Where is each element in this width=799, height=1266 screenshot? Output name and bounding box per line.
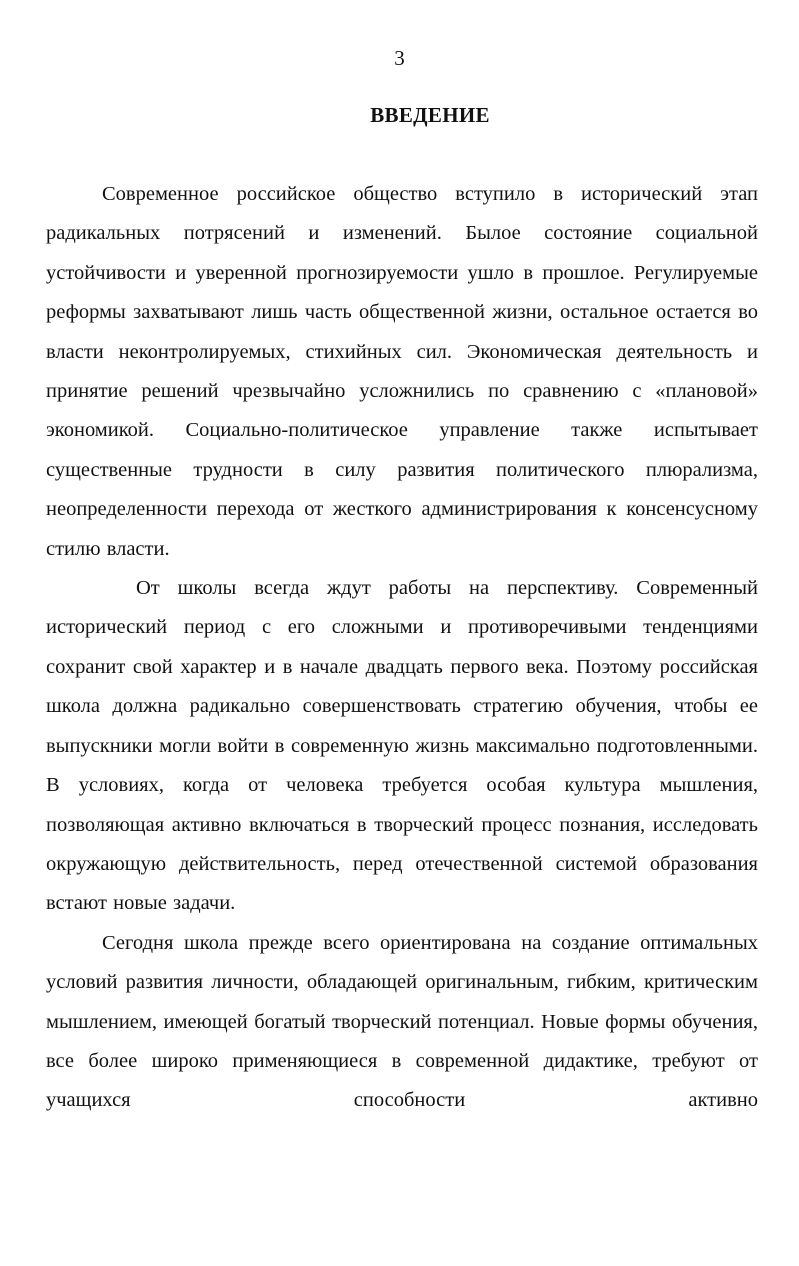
- page-number: 3: [394, 46, 405, 70]
- paragraph-1: Современное российское общество вступило в исторический этап радикальных потрясений и изменений. Былое состояние социальной устойчивости и уверенной прогнозируемости ушло в прошлое. Регулируемые реформы захватывают лишь часть общественной жизни, остальное остается во власти неконтролируемых, стихийных сил. Экономическая деятельность и принятие решений чрезвычайно усложнились по сравнению с «плановой» экономикой. Социально-политическое управление также испытывает существенные трудности в силу развития политического плюрализма, неопределенности перехода от жесткого администрирования к консенсусному стилю власти.: [46, 183, 758, 560]
- paragraph-3: Сегодня школа прежде всего ориентирована на создание оптимальных условий развития личности, обладающей оригинальным, гибким, критическим мышлением, имеющей богатый творческий потенциал. Новые формы обучения, все более широко применяющиеся в современной дидактике, требуют от учащихся способности активно: [46, 931, 758, 1112]
- paragraph-2: От школы всегда ждут работы на перспективу. Современный исторический период с его сложными и противоречивыми тенденциями сохранит свой характер и в начале двадцать первого века. Поэтому российская школа должна радикально совершенствовать стратегию обучения, чтобы ее выпускники могли войти в современную жизнь максимально подготовленными. В условиях, когда от человека требуется особая культура мышления, позволяющая активно включаться в творческий процесс познания, исследовать окружающую действительность, перед отечественной системой образования встают новые задачи.: [46, 577, 758, 915]
- body-text: [46, 175, 758, 1121]
- section-heading: ВВЕДЕНИЕ: [370, 103, 490, 127]
